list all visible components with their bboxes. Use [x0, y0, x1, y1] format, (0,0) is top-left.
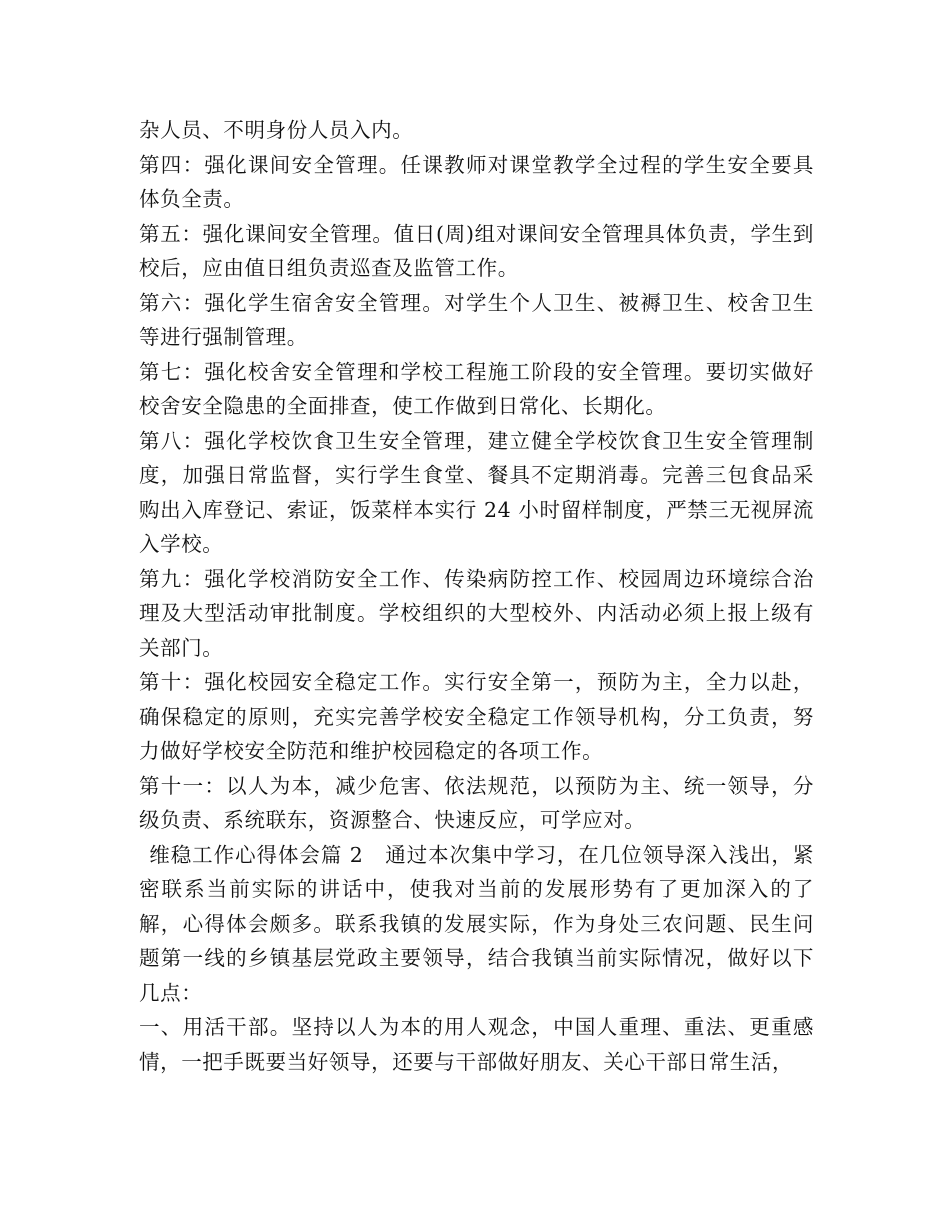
paragraph-3: 第五：强化课间安全管理。值日(周)组对课间安全管理具体负责，学生到校后，应由值日组负责巡查及监管工作。 — [139, 221, 814, 280]
paragraph-7: 第九：强化学校消防安全工作、传染病防控工作、校园周边环境综合治理及大型活动审批制度。学校组织的大型校外、内活动必须上报上级有关部门。 — [139, 566, 814, 660]
paragraph-11: 一、用活干部。坚持以人为本的用人观念，中国人重理、重法、更重感情，一把手既要当好领导，还要与干部做好朋友、关心干部日常生活， — [139, 1015, 814, 1074]
paragraph-1: 杂人员、不明身份人员入内。 — [139, 118, 414, 142]
paragraph-6: 第八：强化学校饮食卫生安全管理，建立健全学校饮食卫生安全管理制度，加强日常监督，实行学生食堂、餐具不定期消毒。完善三包食品采购出入库登记、索证，饭菜样本实行 24 小时留样制度，严禁三无视屏流入学校。 — [139, 428, 814, 556]
paragraph-10: 维稳工作心得体会篇 2 通过本次集中学习，在几位领导深入浅出，紧密联系当前实际的讲话中，使我对当前的发展形势有了更加深入的了解，心得体会颇多。联系我镇的发展实际，作为身处三农问题、民生问题第一线的乡镇基层党政主要领导，结合我镇当前实际情况，做好以下几点： — [139, 842, 814, 1005]
paragraph-5: 第七：强化校舍安全管理和学校工程施工阶段的安全管理。要切实做好校舍安全隐患的全面排查，使工作做到日常化、长期化。 — [139, 359, 814, 418]
paragraph-9: 第十一：以人为本，减少危害、依法规范，以预防为主、统一领导，分级负责、系统联东，资源整合、快速反应，可学应对。 — [139, 773, 814, 832]
paragraph-8: 第十：强化校园安全稳定工作。实行安全第一，预防为主，全力以赴，确保稳定的原则，充实完善学校安全稳定工作领导机构，分工负责，努力做好学校安全防范和维护校园稳定的各项工作。 — [139, 670, 814, 763]
paragraph-2: 第四：强化课间安全管理。任课教师对课堂教学全过程的学生安全要具体负全责。 — [139, 152, 814, 211]
paragraph-4: 第六：强化学生宿舍安全管理。对学生个人卫生、被褥卫生、校舍卫生等进行强制管理。 — [139, 290, 814, 349]
document-body — [139, 113, 814, 1079]
